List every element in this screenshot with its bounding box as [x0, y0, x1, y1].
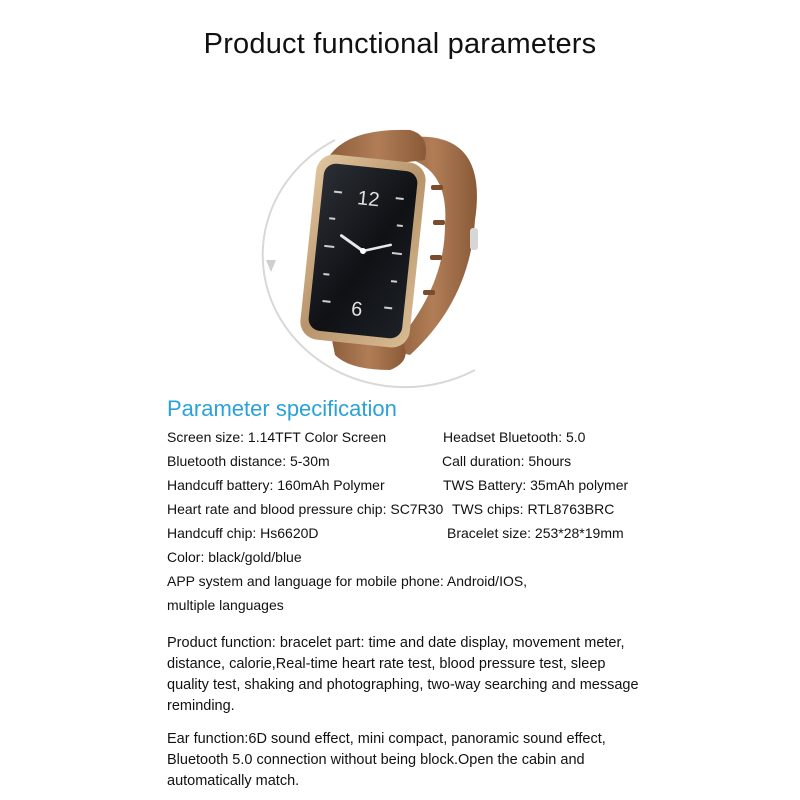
spec-headset-bluetooth: Headset Bluetooth: 5.0 — [443, 429, 586, 445]
spec-heading: Parameter specification — [167, 396, 397, 421]
spec-color: Color: black/gold/blue — [167, 549, 302, 565]
page-title: Product functional parameters — [203, 28, 597, 60]
ear-function-label: Ear function: — [167, 731, 249, 747]
product-function-paragraph — [167, 633, 647, 717]
watch-crown — [470, 228, 478, 250]
spec-bluetooth-distance: Bluetooth distance: 5-30m — [167, 453, 330, 469]
spec-tws-chips: TWS chips: RTL8763BRC — [452, 501, 615, 517]
spec-heart-rate-chip: Heart rate and blood pressure chip: SC7R30 — [167, 501, 444, 517]
spec-handcuff-battery: Handcuff battery: 160mAh Polymer — [167, 477, 385, 493]
product-function-label: Product function: — [167, 635, 276, 651]
spec-screen-size: Screen size: 1.14TFT Color Screen — [167, 429, 387, 445]
spec-handcuff-chip: Handcuff chip: Hs6620D — [167, 525, 319, 541]
rotation-arrow-icon — [266, 260, 276, 272]
ear-function-paragraph — [167, 729, 647, 792]
spec-call-duration: Call duration: 5hours — [442, 453, 572, 469]
watch-hour-6: 6 — [350, 298, 364, 322]
smartwatch-image — [240, 100, 560, 400]
spec-bracelet-size: Bracelet size: 253*28*19mm — [447, 525, 624, 541]
product-function-text: bracelet part: time and date display, movement meter, distance, calorie,Real-time heart rate test, blood pressure test, sleep quality test, shaking and photographing, two-way searching and message reminding. — [167, 635, 639, 714]
spec-languages: multiple languages — [167, 597, 284, 613]
ear-function-text: 6D sound effect, mini compact, panoramic sound effect, Bluetooth 5.0 connection without being block.Open the cabin and automatically match. — [167, 731, 606, 789]
spec-app-system: APP system and language for mobile phone: Android/IOS, — [167, 573, 528, 589]
watch-hour-12: 12 — [356, 187, 381, 212]
spec-tws-battery: TWS Battery: 35mAh polymer — [443, 477, 629, 493]
